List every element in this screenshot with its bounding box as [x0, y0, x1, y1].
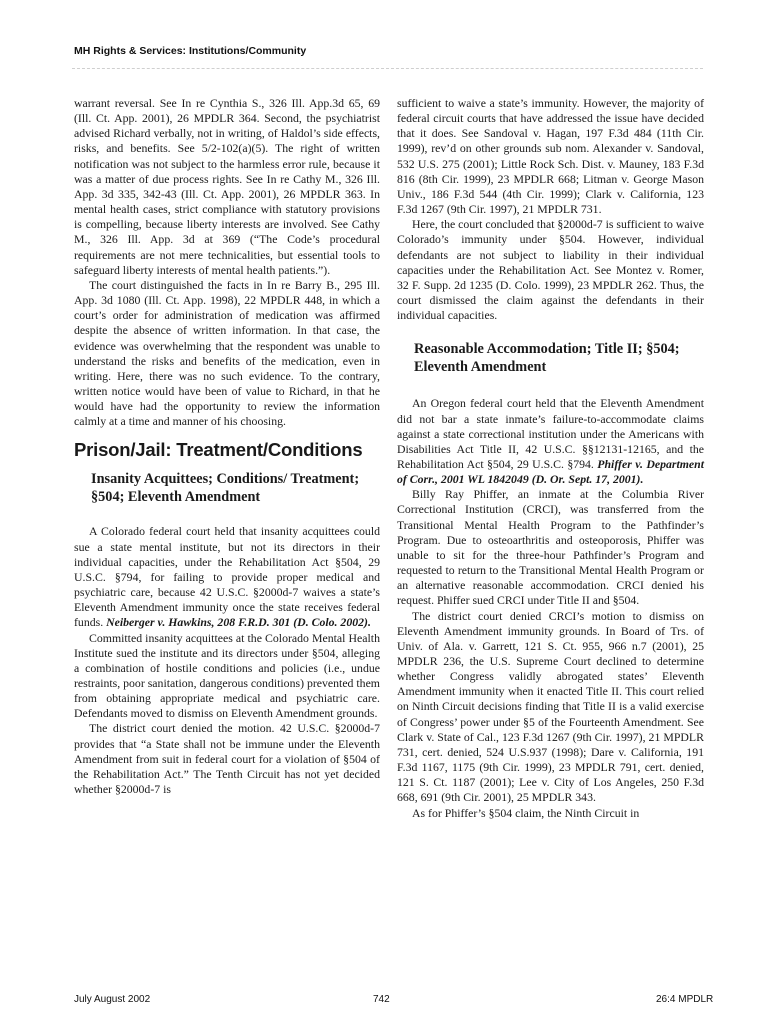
left-paragraph-3: [74, 524, 380, 630]
left-paragraph-1: warrant reversal. See In re Cynthia S., 326 Ill. App.3d 65, 69 (Ill. Ct. App. 2001), 26 MPDLR 364. Second, the psychiatrist advised Richard verbally, not in writing, of Haldol’s side effects, risks, and benefits. See 5/2-102(a)(5). The right of written notification was not subject to the harmless error rule, because it was a matter of due process rights. See In re Cathy M., 326 Ill. App. 3d 335, 342-43 (Ill. Ct. App. 2001), 26 MPDLR 363. In mental health cases, strict compliance with statutory provisions is compelling, because liberty interests are involved. See Cathy M., 326 Ill. App. 3d at 369 (“The Code’s procedural requirements are not mere technicalities, but essential tools to safeguard liberty interests of mental health patients.”).: [74, 96, 380, 277]
right-paragraph-3: [397, 396, 704, 487]
footer-date: July August 2002: [74, 994, 151, 1005]
case-citation: Neiberger v. Hawkins, 208 F.R.D. 301 (D. Colo. 2002).: [106, 615, 371, 630]
header-divider: [72, 68, 703, 69]
right-paragraph-4: Billy Ray Phiffer, an inmate at the Columbia River Correctional Institution (CRCI), was transferred from the Transitional Mental Health Program to the Pathfinder’s Program. Due to osteoarthritis and osteoporosis, Phiffer was unable to sit for the three-hour Pathfinder’s Program and requested to return to the Transitional Mental Health Program or an alternative reasonable accommodation. CRCI denied his request. Phiffer sued CRCI under Title II and §504.: [397, 487, 704, 608]
right-column: [397, 96, 704, 821]
case-summary: A Colorado federal court held that insanity acquittees could sue a state mental institute, but not its directors in their individual capacities, under the Rehabilitation Act §504, 29 U.S.C. §794, for failing to provide proper medical and psychiatric care, because 42 U.S.C. §2000d-7 waives a state’s Eleventh Amendment immunity once the state receives federal funds.: [74, 524, 380, 630]
footer-page-number: 742: [373, 994, 390, 1005]
right-paragraph-2: Here, the court concluded that §2000d-7 is sufficient to waive Colorado’s immunity under §504. However, individual defendants are not subject to liability in their individual capacities under the Rehabilitation Act. See Montez v. Romer, 32 F. Supp. 2d 1235 (D. Colo. 1999), 23 MPDLR 262. Thus, the court dismissed the claim against the defendants in their individual capacities.: [397, 217, 704, 323]
right-paragraph-5: The district court denied CRCI’s motion to dismiss on Eleventh Amendment immunity grounds. In Board of Trs. of Univ. of Ala. v. Garrett, 121 S. Ct. 955, 966 n.7 (2001), 25 MPDLR 236, the U.S. Supreme Court declined to determine whether Congress validly abrogated states’ Eleventh Amendment immunity when it enacted Title II. This court relied on Ninth Circuit decisions finding that Title II is a valid exercise of Congress’ power under §5 of the Fourteenth Amendment. See Clark v. State of Cal., 123 F.3d 1267 (9th Cir. 1997), 21 MPDLR 731, cert. denied, 524 U.S.937 (1998); Dare v. California, 191 F.3d 1167, 1175 (9th Cir. 1999), 23 MPDLR 791, cert. denied, 121 S. Ct. 1187 (2001); Lee v. City of Los Angeles, 250 F.3d 668, 691 (9th Cir. 2001), 25 MPDLR 343.: [397, 608, 704, 805]
case-summary: An Oregon federal court held that the Eleventh Amendment did not bar a state inmate’s failure-to-accommodate claims against a state correctional institution under the Americans with Disabilities Act Title II, 42 U.S.C. §§12131-12165, and the Rehabilitation Act §504, 29 U.S.C. §794.: [397, 396, 704, 471]
footer-volume: 26:4 MPDLR: [656, 994, 714, 1005]
left-column: [74, 96, 380, 797]
right-paragraph-6: As for Phiffer’s §504 claim, the Ninth Circuit in: [412, 805, 640, 820]
subhead-insanity-acquittees: Insanity Acquittees; Conditions/ Treatment; §504; Eleventh Amendment: [91, 471, 360, 505]
section-title: Prison/Jail: Treatment/Conditions: [74, 439, 363, 461]
subhead-reasonable-accommodation: Reasonable Accommodation; Title II; §504; Eleventh Amendment: [414, 341, 680, 375]
right-paragraph-1: sufficient to waive a state’s immunity. However, the majority of federal circuit courts that have addressed the issue have decided that it does. See Sandoval v. Hagan, 197 F.3d 484 (11th Cir. 1999), rev’d on other grounds sub nom. Alexander v. Sandoval, 532 U.S. 275 (2001); Little Rock Sch. Dist. v. Mauney, 183 F.3d 816 (8th Cir. 1999), 23 MPDLR 668; Litman v. George Mason Univ., 186 F.3d 544 (4th Cir. 1999); Clark v. California, 123 F.3d 1267 (9th Cir. 1997), 21 MPDLR 731.: [397, 96, 704, 217]
case-citation: Phiffer v. Department of Corr., 2001 WL 1842049 (D. Or. Sept. 17, 2001).: [397, 456, 704, 487]
left-paragraph-2: The court distinguished the facts in In re Barry B., 295 Ill. App. 3d 1080 (Ill. Ct. App. 1998), 22 MPDLR 448, in which a court’s order for administration of medication was affirmed despite the absence of written information. In that case, the evidence was overwhelming that the respondent was unable to understand the risks and benefits of the medication, even in writing. Here, there was no such evidence. To the contrary, written notice would have been of value to Richard, in that he would have had the opportunity to review the information calmly at a time and manner of his choosing.: [74, 277, 380, 429]
left-paragraph-4: Committed insanity acquittees at the Colorado Mental Health Institute sued the institute and its directors under §504, alleging a combination of hostile conditions and policies (i.e., undue restraints, poor sanitation, dangerous conditions) prevented them from obtaining appropriate medical and psychiatric care. Defendants moved to dismiss on Eleventh Amendment grounds.: [74, 630, 380, 721]
running-head: MH Rights & Services: Institutions/Community: [74, 45, 307, 57]
left-paragraph-5: The district court denied the motion. 42 U.S.C. §2000d-7 provides that “a State shall not be immune under the Eleventh Amendment from suit in federal court for a violation of §504 of the Rehabilitation Act.” The Tenth Circuit has not yet decided whether §2000d-7 is: [74, 721, 380, 797]
